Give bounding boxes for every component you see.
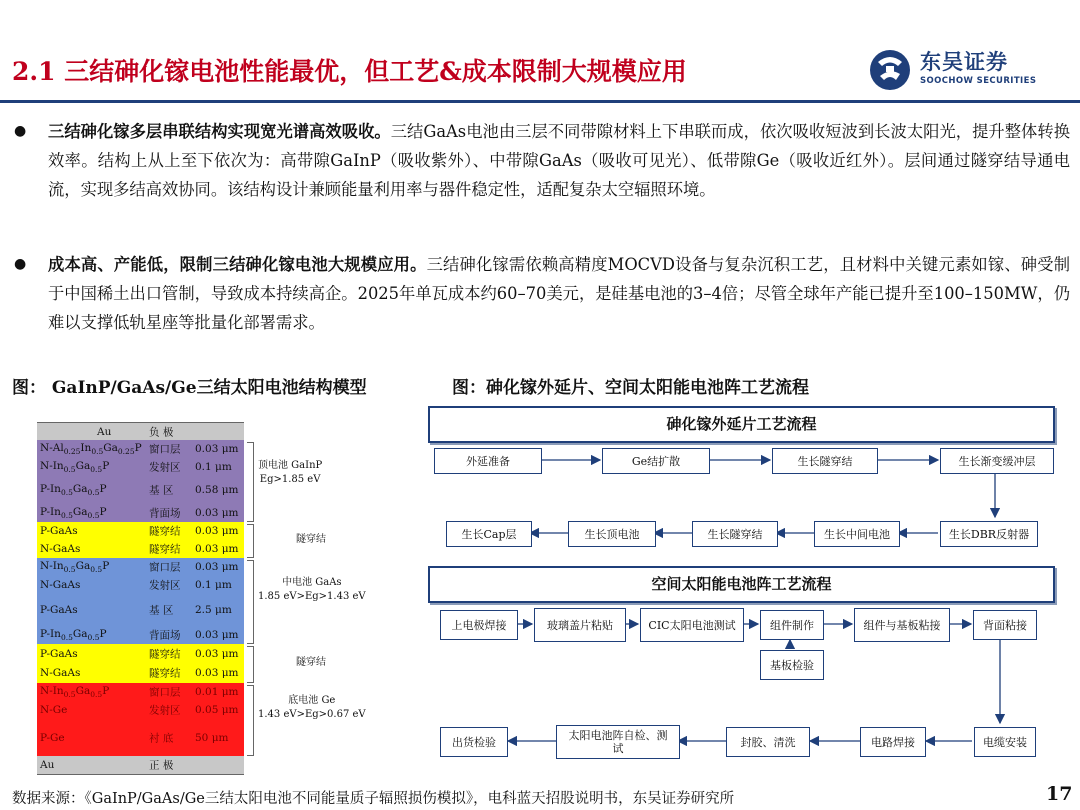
logo-english-name: SOOCHOW SECURITIES: [920, 76, 1037, 86]
source-footnote: 数据来源：《GaInP/GaAs/Ge三结太阳电池不同能量质子辐照损伤模拟》，电科蓝天招股说明书，东吴证券研究所: [12, 791, 735, 807]
layer-thickness: 0.03 μm: [195, 543, 239, 555]
flow2-step-box: 上电极焊接: [440, 610, 518, 640]
layer-material: N-GaAs: [40, 667, 81, 679]
layer-material: P-GaAs: [40, 604, 78, 616]
bullet-1-body: 三结GaAs电池由三层不同带隙材料上下串联而成，依次吸收短波到长波太阳光，提升整体转换效率。结构上从上至下依次为：高带隙GaInP（吸收紫外）、中带隙GaAs（吸收可见光）、低带隙Ge（吸收近红外）。层间通过隧穿结导通电流，实现多结高效协同。该结构设计兼顾能量利用率与器件稳定性，适配复杂太空辐照环境。: [48, 122, 1070, 199]
flow2-step-box: CIC太阳电池测试: [640, 608, 744, 642]
layer-material: $N-Al_{0.25}In_{0.5}Ga_{0.25}P$: [40, 441, 142, 457]
flow1-step-box: 生长顶电池: [568, 521, 656, 547]
page-number: 17: [1046, 783, 1073, 805]
layer-thickness: 2.5 μm: [195, 604, 232, 616]
flow1-title: 砷化镓外延片工艺流程: [428, 406, 1055, 443]
group-label: 隧穿结: [296, 657, 326, 668]
layer-thickness: 0.58 μm: [195, 483, 239, 496]
flow2-step-box: 封胶、清洗: [726, 727, 810, 757]
layer-thickness: 0.03 μm: [195, 525, 239, 537]
layer-material: $N-In_{0.5}Ga_{0.5}P$: [40, 559, 110, 575]
flow2-step-box: 电缆安装: [974, 727, 1036, 757]
layer-material: $P-In_{0.5}Ga_{0.5}P$: [40, 627, 107, 643]
layer-material: $P-In_{0.5}Ga_{0.5}P$: [40, 482, 107, 497]
layer-region: 衬 底: [149, 732, 174, 744]
layer-region: 正 极: [149, 759, 174, 772]
group-label: 中电池 GaAs 1.85 eV>Eg>1.43 eV: [258, 577, 366, 602]
layer-thickness: 0.03 μm: [195, 443, 239, 455]
layer-region: 窗口层: [149, 561, 181, 574]
figure-left-caption: 图： GaInP/GaAs/Ge三结太阳电池结构模型: [12, 378, 367, 398]
layer-thickness: 0.01 μm: [195, 686, 239, 698]
layer-material: P-GaAs: [40, 525, 78, 537]
layer-region: 发射区: [149, 579, 181, 592]
layer-material: N-Ge: [40, 704, 68, 716]
flow2-substep-box: 基板检验: [760, 650, 824, 680]
flow1-step-box: 生长DBR反射器: [940, 521, 1038, 547]
flow2-step-box: 太阳电池阵自检、测试: [556, 725, 680, 759]
layer-material: N-GaAs: [40, 543, 81, 555]
flow2-step-box: 组件与基板粘接: [854, 608, 950, 642]
logo-chinese-name: 东吴证券: [920, 50, 1008, 74]
layer-material: $N-In_{0.5}Ga_{0.5}P$: [40, 459, 110, 475]
layer-region: 基 区: [149, 484, 174, 496]
flow1-step-box: 生长Cap层: [446, 521, 532, 547]
bullet-dot-icon: ●: [14, 123, 27, 139]
layer-region: 负 极: [149, 426, 174, 439]
bullet-1-heading: 三结砷化镓多层串联结构实现宽光谱高效吸收。: [48, 122, 391, 141]
bullet-2-body: 三结砷化镓需依赖高精度MOCVD设备与复杂沉积工艺，且材料中关键元素如镓、砷受制于中国稀土出口管制，导致成本持续高企。2025年单瓦成本约60–70美元，是硅基电池的3–4倍；尽管全球年产能已提升至100–150MW，仍难以支撑低轨星座等批量化部署需求。: [48, 255, 1070, 332]
layer-material: $P-In_{0.5}Ga_{0.5}P$: [40, 505, 107, 520]
layer-material: P-Ge: [40, 731, 65, 744]
flow2-step-box: 玻璃盖片粘贴: [534, 608, 626, 642]
layer-thickness: 50 μm: [195, 731, 229, 744]
flow2-title: 空间太阳能电池阵工艺流程: [428, 566, 1055, 603]
layer-region: 背面场: [149, 507, 181, 519]
group-label: 隧穿结: [296, 534, 326, 545]
flow1-step-box: 外延准备: [434, 448, 542, 474]
layer-thickness: 0.05 μm: [195, 704, 239, 716]
flow2-step-box: 组件制作: [760, 610, 824, 640]
layer-region: 背面场: [149, 629, 181, 642]
flow2-step-box: 背面粘接: [973, 610, 1037, 640]
layer-material: P-GaAs: [40, 647, 78, 660]
layer-region: 隧穿结: [149, 648, 181, 660]
flow2-step-box: 电路焊接: [860, 727, 926, 757]
layer-material: Au: [97, 426, 112, 438]
layer-thickness: 0.1 μm: [195, 461, 232, 473]
layer-region: 发射区: [149, 461, 181, 474]
group-label: 顶电池 GaInP Eg>1.85 eV: [258, 460, 323, 485]
page-title: 2.1 三结砷化镓电池性能最优，但工艺&成本限制大规模应用: [12, 57, 687, 86]
flow1-step-box: 生长隧穿结: [692, 521, 778, 547]
flow1-step-box: 生长隧穿结: [772, 448, 878, 474]
layer-thickness: 0.03 μm: [195, 667, 239, 679]
figure-right-caption: 图：砷化镓外延片、空间太阳能电池阵工艺流程: [452, 378, 809, 398]
group-label: 底电池 Ge 1.43 eV>Eg>0.67 eV: [258, 695, 366, 720]
layer-region: 窗口层: [149, 686, 181, 699]
flow1-step-box: 生长中间电池: [814, 521, 900, 547]
flow2-step-box: 出货检验: [440, 727, 508, 757]
flow1-step-box: Ge结扩散: [602, 448, 710, 474]
layer-thickness: 0.03 μm: [195, 561, 239, 573]
layer-thickness: 0.03 μm: [195, 647, 239, 660]
layer-region: 隧穿结: [149, 543, 181, 556]
bullet-dot-icon: ●: [14, 256, 27, 272]
layer-thickness: 0.03 μm: [195, 506, 239, 519]
flow1-step-box: 生长渐变缓冲层: [940, 448, 1054, 474]
layer-thickness: 0.1 μm: [195, 579, 232, 591]
layer-material: Au: [40, 759, 55, 771]
layer-material: N-GaAs: [40, 579, 81, 591]
layer-region: 窗口层: [149, 443, 181, 456]
layer-thickness: 0.03 μm: [195, 629, 239, 641]
layer-region: 基 区: [149, 604, 174, 617]
layer-region: 发射区: [149, 704, 181, 717]
layer-material: $N-In_{0.5}Ga_{0.5}P$: [40, 684, 110, 700]
bullet-2-heading: 成本高、产能低，限制三结砷化镓电池大规模应用。: [48, 255, 427, 274]
layer-region: 隧穿结: [149, 525, 181, 538]
layer-region: 隧穿结: [149, 667, 181, 680]
